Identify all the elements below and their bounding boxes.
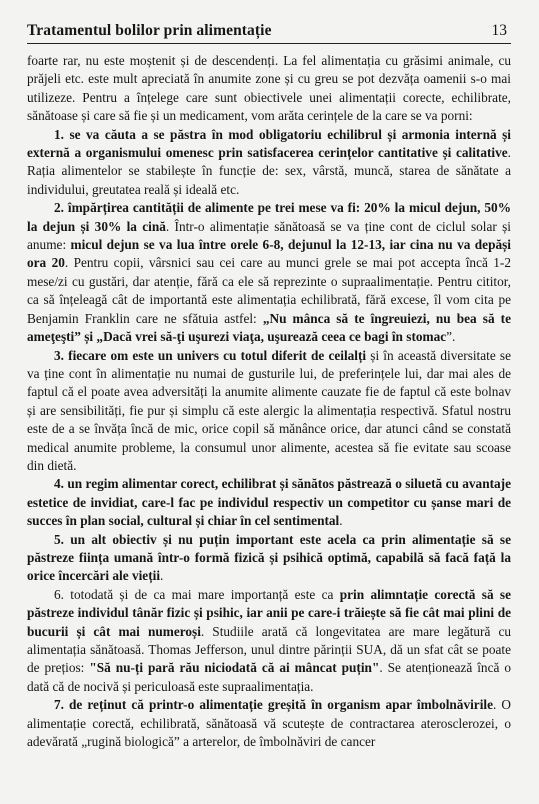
paragraph-5-bold: 5. un alt obiectiv și nu puțin important este acela ca prin alimentație să se păstreze ființa umană într-o formă fizică și psihică optimă, capabilă să facă față la orice încercări ale vieții <box>27 531 511 584</box>
paragraph-7-bold: 7. de reținut că printr-o alimentație greșită în organism apar îmbolnăvirile <box>54 697 493 713</box>
paragraph-1 <box>27 126 511 200</box>
paragraph-2 <box>27 199 511 346</box>
paragraph-1-text: . Rația alimentelor se stabilește în funcție de: sex, vârstă, muncă, starea de sănătate a individului, greutatea reală și ideală etc. <box>27 145 511 197</box>
paragraph-2-bold-3: „Nu mânca să te îngreuiezi, nu bea să te ameţeşti” și „Dacă vrei să-ţi uşurezi viaţa, uşurează ceea ce bagi în stomac <box>27 310 511 345</box>
paragraph-6-bold-1: prin alimntație corectă să se păstreze individul tânăr fizic și psihic, iar anii pe care-i trăiește să fie cât mai plini de bucurii și cât mai numeroși <box>27 586 511 639</box>
paragraph-4 <box>27 475 511 530</box>
paragraph-5-text: . <box>160 568 164 584</box>
paragraph-3-bold: 3. fiecare om este un univers cu totul diferit de ceilalți <box>54 347 367 363</box>
paragraph-6-text-3: . Se atenționează încă o dată că de nocivă și periculoasă este supraalimentația. <box>27 660 511 694</box>
paragraph-7 <box>27 696 511 751</box>
paragraph-3-text: și în această diversitate se va ține cont în alimentație nu numai de gusturile lui, de preferințele lui, dar mai ales de faptul că el poate avea adversități la anumite alimente cauzate fie de faptul că este bolnav și are sensibilități, fie pur și simplu că este alergic la alimentația respectivă. Sfatul nostru este de a se învăța încă de mic, orice copil să mănânce orice, dar atunci când se constată medical anumite probleme, la consumul unor alimente, acestea să fie evitate sau scoase din dietă. <box>27 347 511 473</box>
paragraph-2-bold-1: 2. împărțirea cantității de alimente pe trei mese va fi: 20% la micul dejun, 50% la dejun și 30% la cină <box>27 200 511 234</box>
paragraph-1-bold: 1. se va căuta a se păstra în mod obligatoriu echilibrul și armonia internă și externă a organismului omenesc prin satisfacerea cerințelor cantitative și calitative <box>27 126 511 161</box>
page-number: 13 <box>491 22 507 39</box>
page-body <box>27 52 511 751</box>
paragraph-2-bold-2: micul dejun se va lua între orele 6-8, dejunul la 12-13, iar cina nu va depăși ora 20 <box>27 237 511 271</box>
paragraph-2-text-3: ”. <box>446 329 456 345</box>
paragraph-6-text-1: 6. totodată și de ca mai mare importanță este ca <box>54 586 340 602</box>
paragraph-4-text: . <box>339 513 343 529</box>
paragraph-3 <box>27 347 511 476</box>
running-title: Tratamentul bolilor prin alimentație <box>27 22 272 39</box>
page-header <box>27 14 511 40</box>
header-rule <box>27 43 511 44</box>
paragraph-2-text-2: . Pentru copii, vârsnici sau cei care au munci grele se mai pot accepta încă 1-2 mese/zi cu gustări, dar atenție, fără ca ele să reprezinte o supraalimentație. Pentru cititor, ca să înțeleagă cât de importantă este alimentația echilibrată, fără excese, îl vom cita pe Benjamin Franklin care ne sfătuia astfel: <box>27 255 511 326</box>
paragraph-4-bold: 4. un regim alimentar corect, echilibrat și sănătos păstrează o siluetă cu avantaje estetice de invidiat, care-l fac pe individul respectiv un competitor cu șanse mari de succes în plan social, cultural și chiar în cel sentimental <box>27 476 511 529</box>
paragraph-6-text-2: . Studiile arată că longevitatea are mare legătură cu alimentația sănătoasă. Thomas Jefferson, unul dintre părinții SUA, dă un sfat cât se poate de prețios: <box>27 623 512 676</box>
paragraph-2-text-1: . Într-o alimentație sănătoasă se va ține cont de ciclul solar și anume: <box>27 218 511 253</box>
paragraph-6 <box>27 586 511 696</box>
paragraph-6-bold-2: "Să nu-ți pară rău niciodată că ai mâncat puțin" <box>89 660 380 676</box>
paragraph-7-text: . O alimentație corectă, echilibrată, sănătoasă vă scutește de contractarea aterosclerozei, o adevărată „rugină biologică” a arterelor, de îmbolnăviri de cancer <box>27 697 511 750</box>
intro-paragraph: foarte rar, nu este moștenit și de descendenți. La fel alimentația cu grăsimi animale, cu prăjeli etc. este mult apreciată în anumite zone și cu greu se pot dezvăța oamenii s-o mai utilizeze. Pentru a înțelege care sunt obiectivele unei alimentații corecte, echilibrate, sănătoase și care să fie și un medicament, vom arăta cerințele de la care se va porni: <box>27 53 511 124</box>
paragraph-5 <box>27 531 511 586</box>
